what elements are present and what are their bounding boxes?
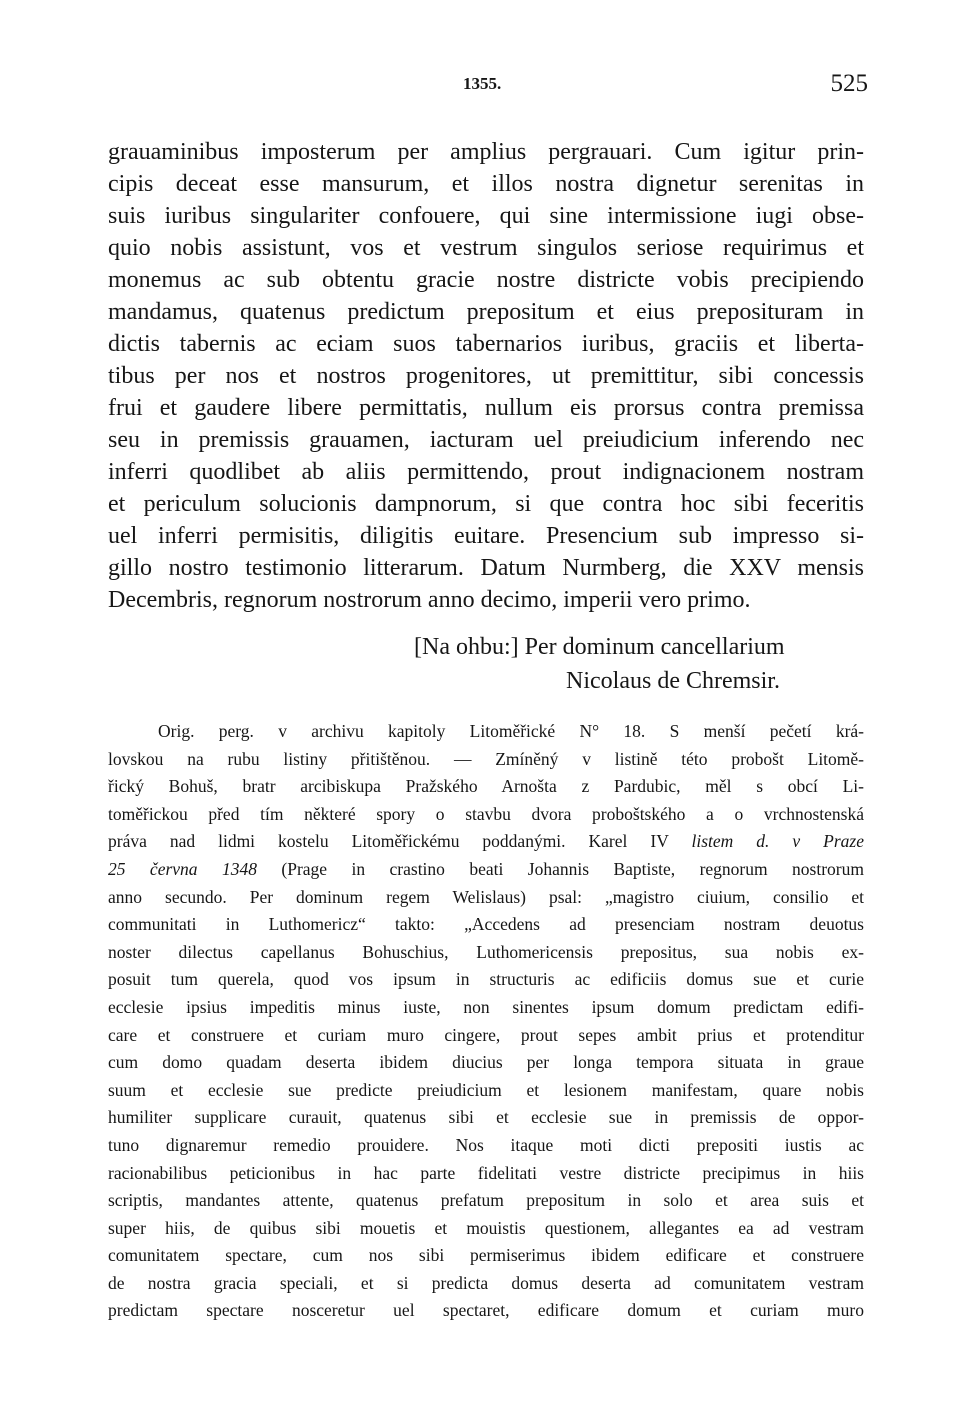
note-line: comunitatem spectare, cum nos sibi permiserimus ibidem edificare et construere: [108, 1245, 864, 1266]
note-line: de nostra gracia speciali, et si predicta domus deserta ad comunitatem vestram: [108, 1272, 864, 1293]
main-text-line: dictis tabernis ac eciam suos tabernarios iuribus, graciis et liberta-: [108, 331, 864, 357]
note-line: cum domo quadam deserta ibidem diucius per longa tempora situata in graue: [108, 1052, 864, 1073]
note-line: super hiis, de quibus sibi mouetis et mouistis questionem, allegantes ea ad vestram: [108, 1217, 864, 1238]
note-line: posuit tum querela, quod vos ipsum in structuris ac edificiis domus sue et curie: [108, 969, 864, 990]
main-text-line: cipis deceat esse mansurum, et illos nostra dignetur serenitas in: [108, 171, 864, 197]
note-line: humiliter supplicare curauit, quatenus sibi et ecclesie sue in premissis de oppor-: [108, 1107, 864, 1128]
main-text-line: Decembris, regnorum nostrorum anno decimo, imperii vero primo.: [108, 587, 751, 613]
note-line: toměřickou před tím některé spory o stavbu dvora proboštského a o vrchnostenská: [108, 803, 864, 824]
main-text-line: mandamus, quatenus predictum prepositum et eius preposituram in: [108, 299, 864, 325]
main-text-line: quio nobis assistunt, vos et vestrum singulos seriose requirimus et: [108, 235, 864, 261]
editorial-note: [108, 718, 864, 1325]
note-line: suum et ecclesie sue predicte preiudicium et lesionem manifestam, quare nobis: [108, 1079, 864, 1100]
note-line: ecclesie ipsius impeditis minus iuste, non sinentes ipsum domum predictam edifi-: [108, 996, 864, 1017]
running-header: [108, 70, 868, 104]
page-number: 525: [830, 70, 868, 97]
main-text-line: uel inferri permisitis, diligitis euitare. Presencium sub impresso si-: [108, 523, 864, 549]
main-text-line: suis iuribus singulariter confouere, qui sine intermissione iugi obse-: [108, 203, 864, 229]
header-year: 1355.: [463, 74, 502, 93]
signatory-name: Nicolaus de Chremsir.: [566, 668, 780, 694]
note-line: Orig. perg. v archivu kapitoly Litoměřické N° 18. S menší pečetí krá-: [158, 721, 864, 741]
endorsement-line: [Na ohbu:] Per dominum cancellarium: [414, 634, 785, 660]
note-line: tuno dignaremur remedio prouidere. Nos itaque moti dicti prepositi iustis ac: [108, 1134, 864, 1155]
main-text-line: seu in premissis grauamen, iacturam uel preiudicium inferendo nec: [108, 427, 864, 453]
main-text-line: gillo nostro testimonio litterarum. Datum Nurmberg, die XXV mensis: [108, 555, 864, 581]
main-text-line: inferri quodlibet ab aliis permittendo, prout indignacionem nostram: [108, 459, 864, 485]
note-line: communitati in Luthomericz“ takto: „Accedens ad presenciam nostram deuotus: [108, 914, 864, 935]
note-line: predictam spectare nosceretur uel spectaret, edificare domum et curiam muro: [108, 1300, 864, 1321]
note-line: noster dilectus capellanus Bohuschius, Luthomericensis prepositus, sua nobis ex-: [108, 941, 864, 962]
main-text-line: grauaminibus imposterum per amplius pergrauari. Cum igitur prin-: [108, 139, 864, 165]
note-italic-citation: listem d. v Praze: [691, 831, 864, 852]
note-line: anno secundo. Per dominum regem Welislaus) psal: „magistro ciuium, consilio et: [108, 886, 864, 907]
main-text-block: [108, 136, 864, 616]
note-line: práva nad lidmi kostelu Litoměřickému poddanými. Karel IV listem d. v Praze: [108, 831, 864, 852]
main-text-line: et periculum solucionis dampnorum, si que contra hoc sibi feceritis: [108, 491, 864, 517]
note-italic-date: 25 června 1348: [108, 858, 257, 879]
note-line: řický Bohuš, bratr arcibiskupa Pražského Arnošta z Pardubic, měl s obcí Li-: [108, 776, 864, 797]
note-line: lovskou na rubu listiny přitištěnou. — Zmíněný v listině této probošt Litomě-: [108, 748, 864, 769]
main-text-line: frui et gaudere libere permittatis, nullum eis prorsus contra premissa: [108, 395, 864, 421]
note-line: racionabilibus peticionibus in hac parte fidelitati vestre districte precipimus in hiis: [108, 1162, 864, 1183]
note-line: 25 června 1348 (Prage in crastino beati Johannis Baptiste, regnorum nostrorum: [108, 858, 864, 879]
note-line: care et construere et curiam muro cingere, prout sepes ambit prius et protenditur: [108, 1024, 864, 1045]
note-line: scriptis, mandantes attente, quatenus prefatum prepositum in solo et area suis et: [108, 1190, 864, 1211]
main-text-line: monemus ac sub obtentu gracie nostre districte vobis precipiendo: [108, 267, 864, 293]
main-text-line: tibus per nos et nostros progenitores, ut premittitur, sibi concessis: [108, 363, 864, 389]
